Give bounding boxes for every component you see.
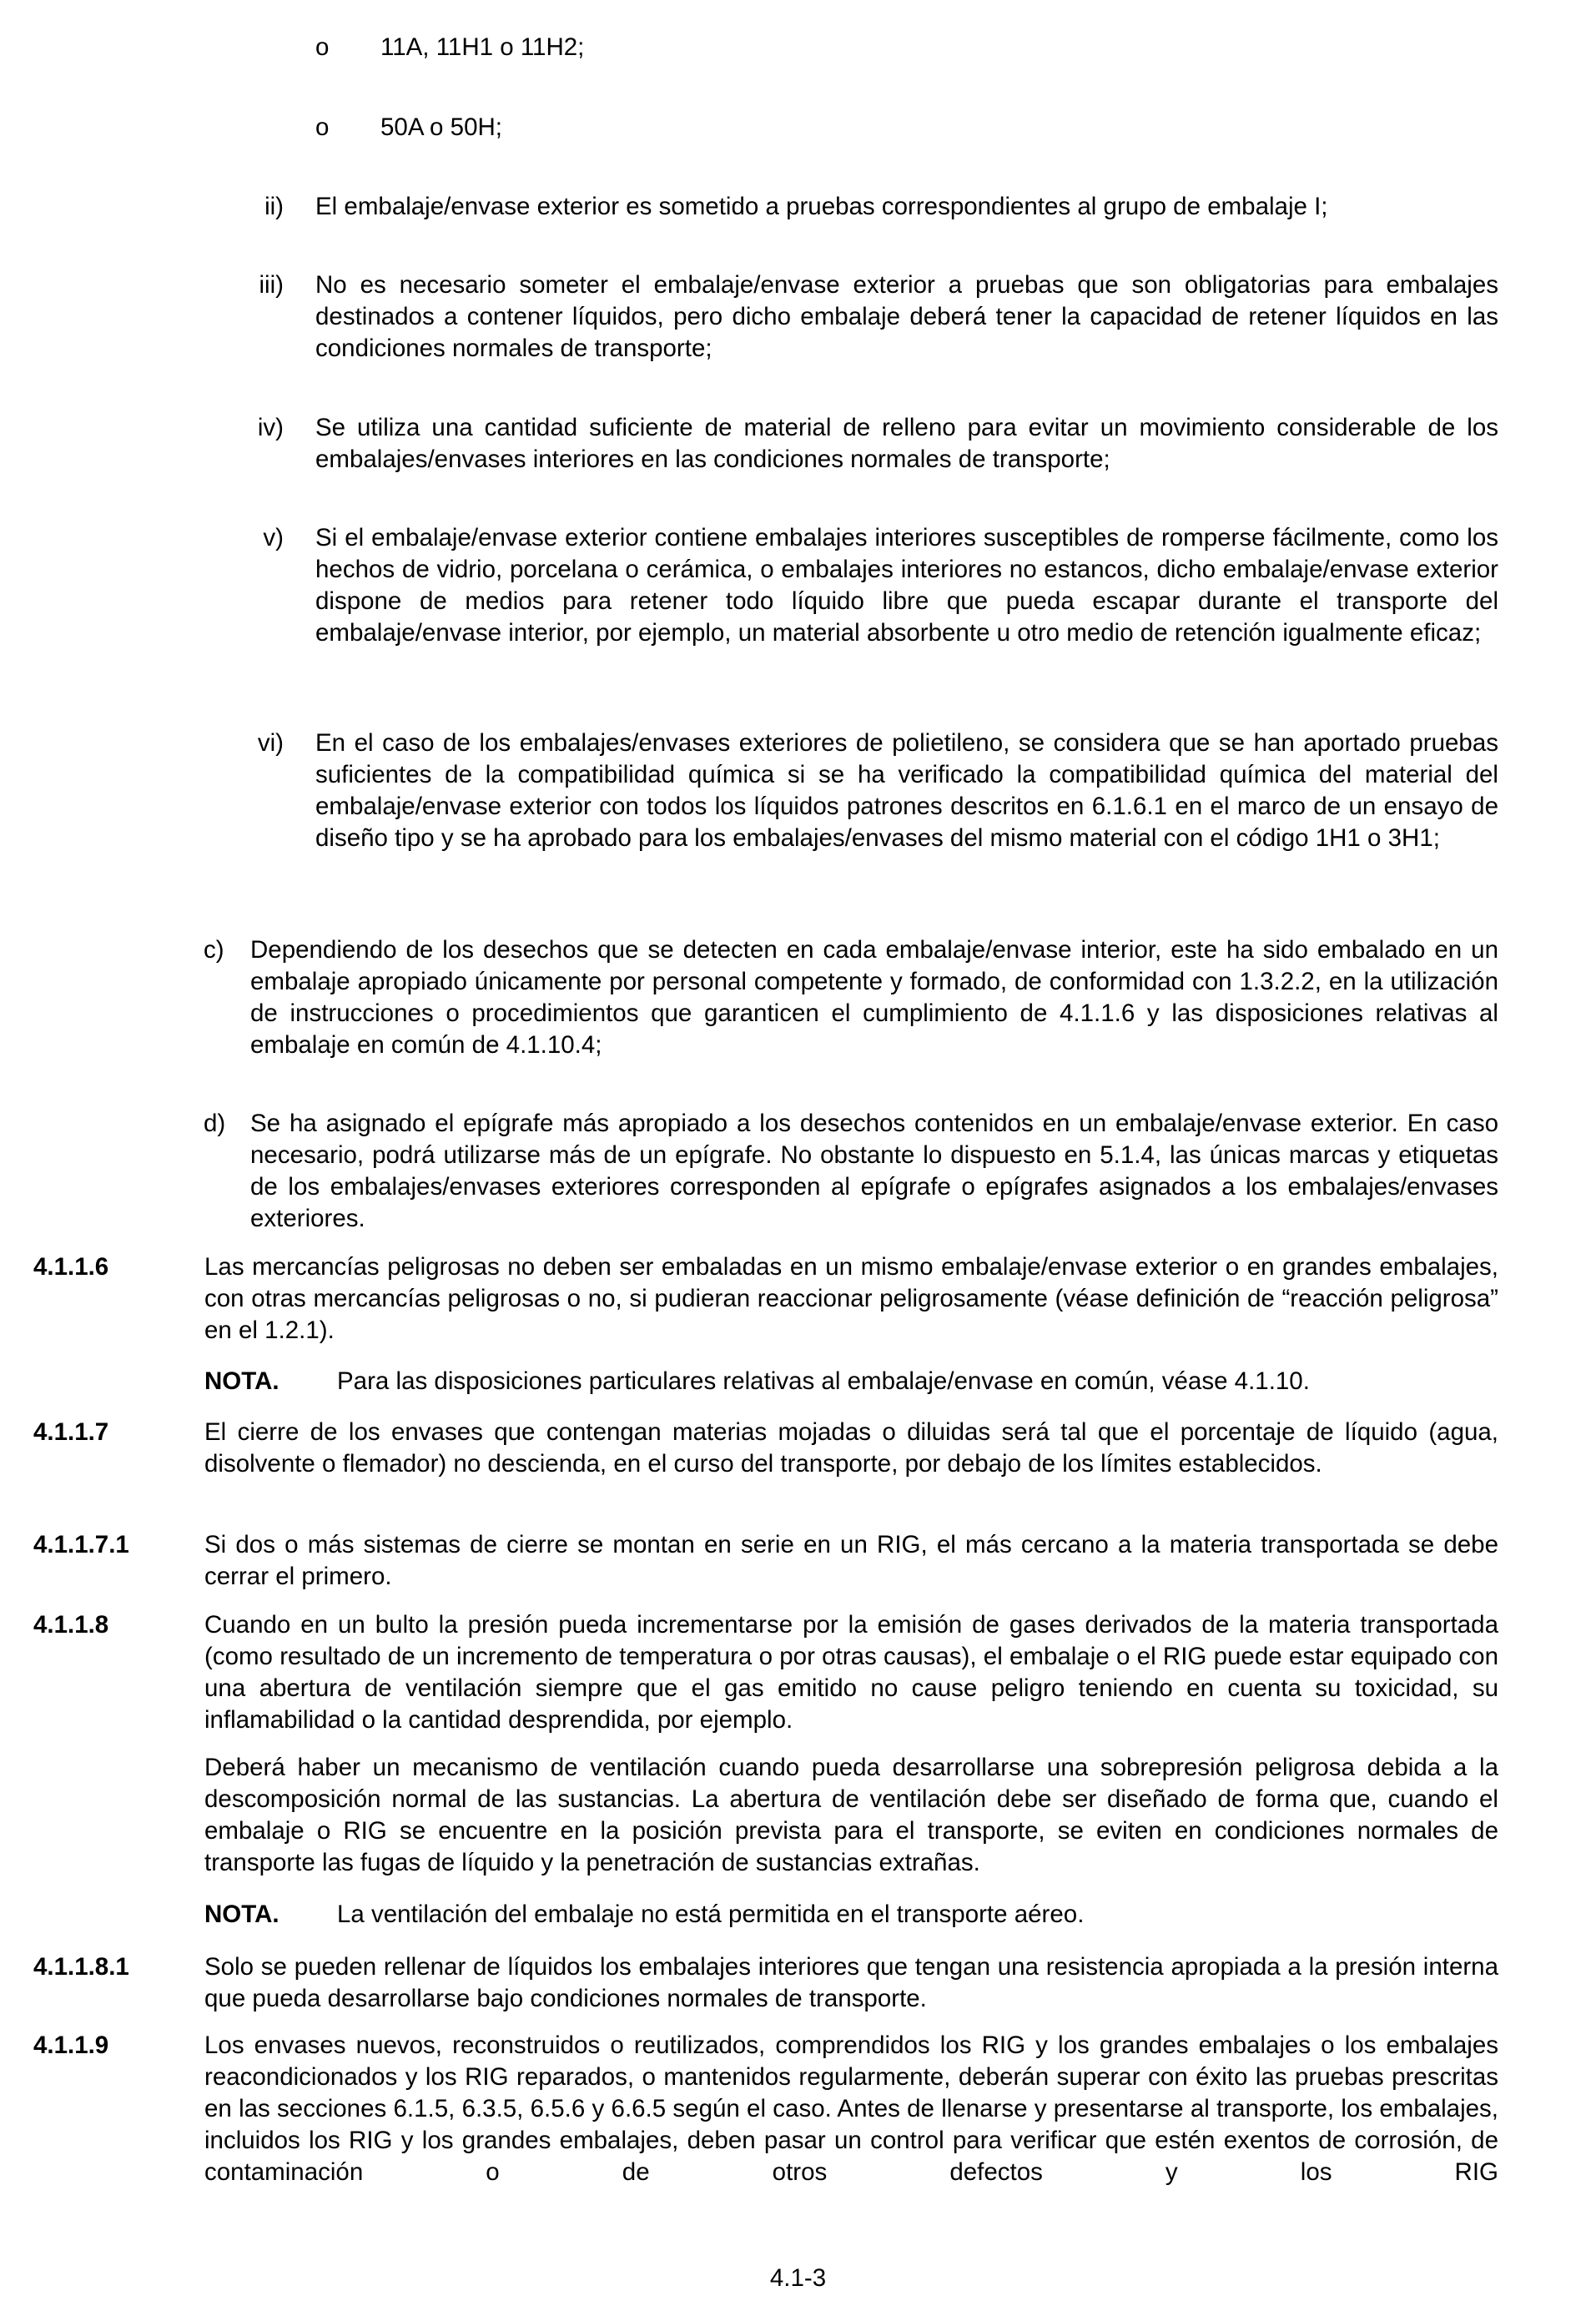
section-text: Los envases nuevos, reconstruidos o reutilizados, comprendidos los RIG y los grandes embalajes o los embalajes reacondicionados y los RIG reparados, o mantenidos regularmente, deberán superar con éxito las pruebas prescritas en las secciones 6.1.5, 6.3.5, 6.5.6 y 6.6.5 según el caso. Antes de llenarse y presentarse al transporte, los embalajes, incluidos los RIG y los grandes embalajes, deben pasar un control para verificar que estén exentos de corrosión, de contaminación o de otros defectos y los RIG <box>204 2032 1498 2186</box>
section-text: Si dos o más sistemas de cierre se montan en serie en un RIG, el más cercano a la materia transportada se debe cerrar el primero. <box>204 1531 1498 1590</box>
roman-item-text: El embalaje/envase exterior es sometido a pruebas correspondientes al grupo de embalaje I; <box>315 193 1328 220</box>
letter-marker: d) <box>204 1110 226 1137</box>
note-text: La ventilación del embalaje no está permitida en el transporte aéreo. <box>337 1901 1085 1928</box>
section-number: 4.1.1.9 <box>33 2032 109 2059</box>
section-number: 4.1.1.8.1 <box>33 1953 129 1981</box>
roman-item-text: No es necesario someter el embalaje/envase exterior a pruebas que son obligatorias para embalajes destinados a contener líquidos, pero dicho embalaje deberá tener la capacidad de retener líquidos en las condiciones normales de transporte; <box>315 271 1498 362</box>
roman-marker: vi) <box>257 729 284 757</box>
letter-item-text: Dependiendo de los desechos que se detecten en cada embalaje/envase interior, este ha sido embalado en un embalaje apropiado únicamente por personal competente y formado, de conformidad con 1.3.2.2, en la utilización de instrucciones o procedimientos que garanticen el cumplimiento de 4.1.1.6 y las disposiciones relativas al embalaje en común de 4.1.10.4; <box>250 936 1498 1059</box>
note-text: Para las disposiciones particulares relativas al embalaje/envase en común, véase 4.1.10. <box>337 1367 1310 1395</box>
section-text: Cuando en un bulto la presión pueda incrementarse por la emisión de gases derivados de la materia transportada (como resultado de un incremento de temperatura o por otras causas), el embalaje o el RIG puede estar equipado con una abertura de ventilación siempre que el gas emitido no cause peligro teniendo en cuenta su toxicidad, su inflamabilidad o la cantidad desprendida, por ejemplo. <box>204 1611 1498 1734</box>
section-number: 4.1.1.7.1 <box>33 1531 129 1558</box>
roman-marker: ii) <box>264 193 284 220</box>
roman-marker: iii) <box>259 271 284 299</box>
section-text: El cierre de los envases que contengan materias mojadas o diluidas será tal que el porcentaje de líquido (agua, disolvente o flemador) no descienda, en el curso del transporte, por debajo de los límites establecidos. <box>204 1418 1498 1478</box>
bullet-marker: o <box>315 33 330 61</box>
bullet-text: 11A, 11H1 o 11H2; <box>380 33 585 61</box>
section-text: Solo se pueden rellenar de líquidos los embalajes interiores que tengan una resistencia apropiada a la presión interna que pueda desarrollarse bajo condiciones normales de transporte. <box>204 1953 1498 2012</box>
roman-item-text: Si el embalaje/envase exterior contiene embalajes interiores susceptibles de romperse fácilmente, como los hechos de vidrio, porcelana o cerámica, o embalajes interiores no estancos, dicho embalaje/envase exterior dispone de medios para retener todo líquido libre que pueda escapar durante el transporte del embalaje/envase interior, por ejemplo, un material absorbente u otro medio de retención igualmente eficaz; <box>315 524 1498 647</box>
note-label: NOTA. <box>204 1367 279 1395</box>
section-paragraph: Deberá haber un mecanismo de ventilación cuando pueda desarrollarse una sobrepresión peligrosa debida a la descomposición normal de las sustancias. La abertura de ventilación debe ser diseñado de forma que, cuando el embalaje o RIG se encuentre en la posición prevista para el transporte, se eviten en condiciones normales de transporte las fugas de líquido y la penetración de sustancias extrañas. <box>204 1754 1498 1876</box>
bullet-text: 50A o 50H; <box>380 113 502 141</box>
letter-item-text: Se ha asignado el epígrafe más apropiado a los desechos contenidos en un embalaje/envase exterior. En caso necesario, podrá utilizarse más de un epígrafe. No obstante lo dispuesto en 5.1.4, las únicas marcas y etiquetas de los embalajes/envases exteriores corresponden al epígrafe o epígrafes asignados a los embalajes/envases exteriores. <box>250 1110 1498 1232</box>
note-label: NOTA. <box>204 1901 279 1928</box>
roman-marker: v) <box>263 524 284 551</box>
bullet-marker: o <box>315 113 330 141</box>
section-text: Las mercancías peligrosas no deben ser embaladas en un mismo embalaje/envase exterior o en grandes embalajes, con otras mercancías peligrosas o no, si pudieran reaccionar peligrosamente (véase definición de “reacción peligrosa” en el 1.2.1). <box>204 1253 1498 1344</box>
section-number: 4.1.1.6 <box>33 1253 109 1281</box>
roman-marker: iv) <box>257 414 284 441</box>
roman-item-text: En el caso de los embalajes/envases exteriores de polietileno, se considera que se han aportado pruebas suficientes de la compatibilidad química si se ha verificado la compatibilidad química del material del embalaje/envase exterior con todos los líquidos patrones descritos en 6.1.6.1 en el marco de un ensayo de diseño tipo y se ha aprobado para los embalajes/envases del mismo material con el código 1H1 o 3H1; <box>315 729 1498 852</box>
section-number: 4.1.1.8 <box>33 1611 109 1639</box>
page-number: 4.1-3 <box>769 2264 827 2292</box>
letter-marker: c) <box>204 936 224 964</box>
roman-item-text: Se utiliza una cantidad suficiente de material de relleno para evitar un movimiento considerable de los embalajes/envases interiores en las condiciones normales de transporte; <box>315 414 1498 473</box>
section-number: 4.1.1.7 <box>33 1418 109 1446</box>
